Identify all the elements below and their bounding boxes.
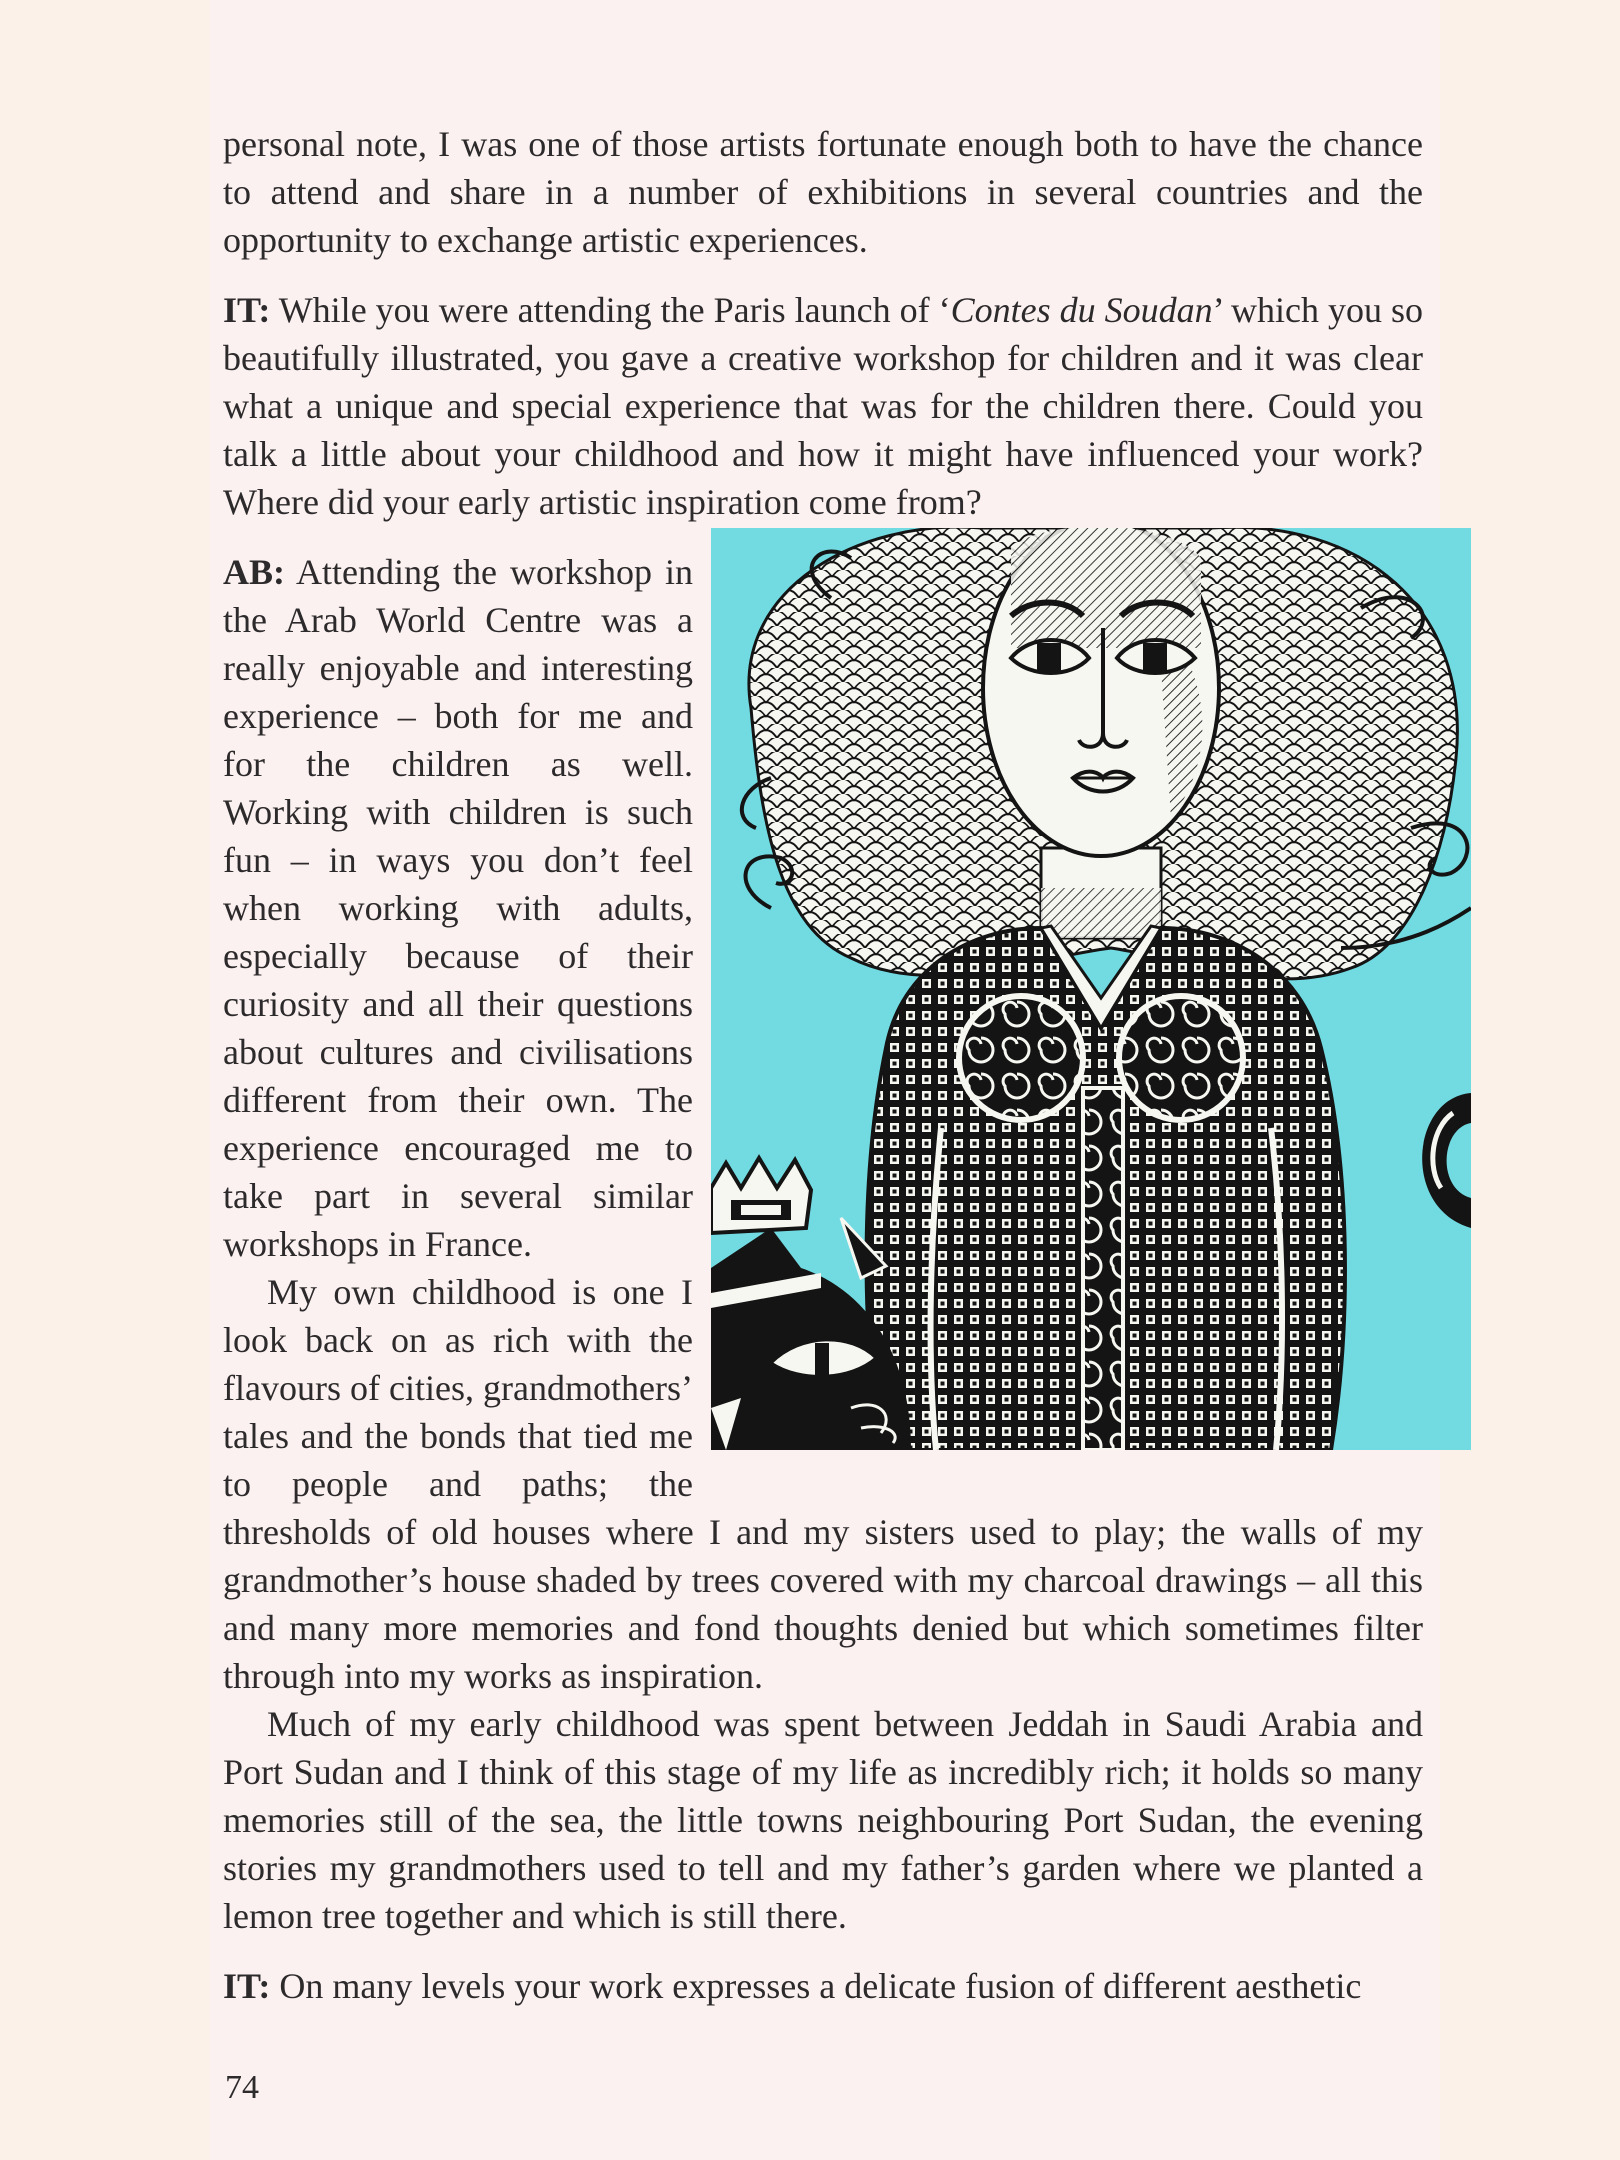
question-paragraph-1 (223, 286, 1423, 526)
paragraph-opening: personal note, I was one of those artists fortunate enough both to have the chance to attend and share in a number of exhibitions in several countries and the opportunity to exchange artistic experiences. (223, 124, 1423, 260)
question-text-after: ’ which you so beautifully illustrated, you gave a creative workshop for children and it was clear what a unique and special experience that was for the children there. Could you talk a little about your childhood and how it might have influenced your work? Where did your early artistic inspiration come from? (223, 290, 1423, 522)
dress-medallion-right (1119, 996, 1243, 1120)
question-text-before: While you were attending the Paris launch of ‘ (270, 290, 951, 330)
book-title: Contes du Soudan (950, 290, 1213, 330)
book-page (210, 0, 1440, 2160)
speaker-label-it-2: IT: (223, 1966, 271, 2006)
artwork-illustration (711, 528, 1471, 1450)
paragraph-childhood: My own childhood is one I look back on as rich with the flavours of cities, grandmothers’ tales and the bonds that tied me to people and paths; the thresholds of old houses where I and my sisters used to play; the walls of my grandmother’s house shaded by trees covered with my charcoal drawings – all this and many more memories and fond thoughts denied but which sometimes filter through into my works as inspiration. (223, 1272, 1423, 1696)
woman-with-cat-drawing (711, 528, 1471, 1450)
dress-center-band (1083, 1088, 1123, 1450)
question-paragraph-2 (223, 1962, 1423, 2010)
body-text (223, 120, 1423, 2010)
dress-medallion-left (959, 996, 1083, 1120)
paragraph-jeddah: Much of my early childhood was spent between Jeddah in Saudi Arabia and Port Sudan and I think of this stage of my life as incredibly rich; it holds so many memories still of the sea, the little towns neighbouring Port Sudan, the evening stories my grandmothers used to tell and my father’s garden where we planted a lemon tree together and which is still there. (223, 1704, 1423, 1936)
page-number: 74 (225, 2069, 259, 2106)
cat-crown (711, 1158, 811, 1233)
question-text-2: On many levels your work expresses a delicate fusion of different aesthetic (270, 1966, 1362, 2006)
speaker-label-ab: AB: (223, 552, 285, 592)
speaker-label-it: IT: (223, 290, 271, 330)
answer-text: Attending the workshop in the Arab World Centre was a really enjoyable and interesting experience – both for me and for the children as well. Working with children is such fun – in ways you don’t feel when working with adults, especially because of their curiosity and all their questions about cultures and civilisations different from their own. The experience encouraged me to take part in several similar workshops in France. (223, 552, 693, 1264)
